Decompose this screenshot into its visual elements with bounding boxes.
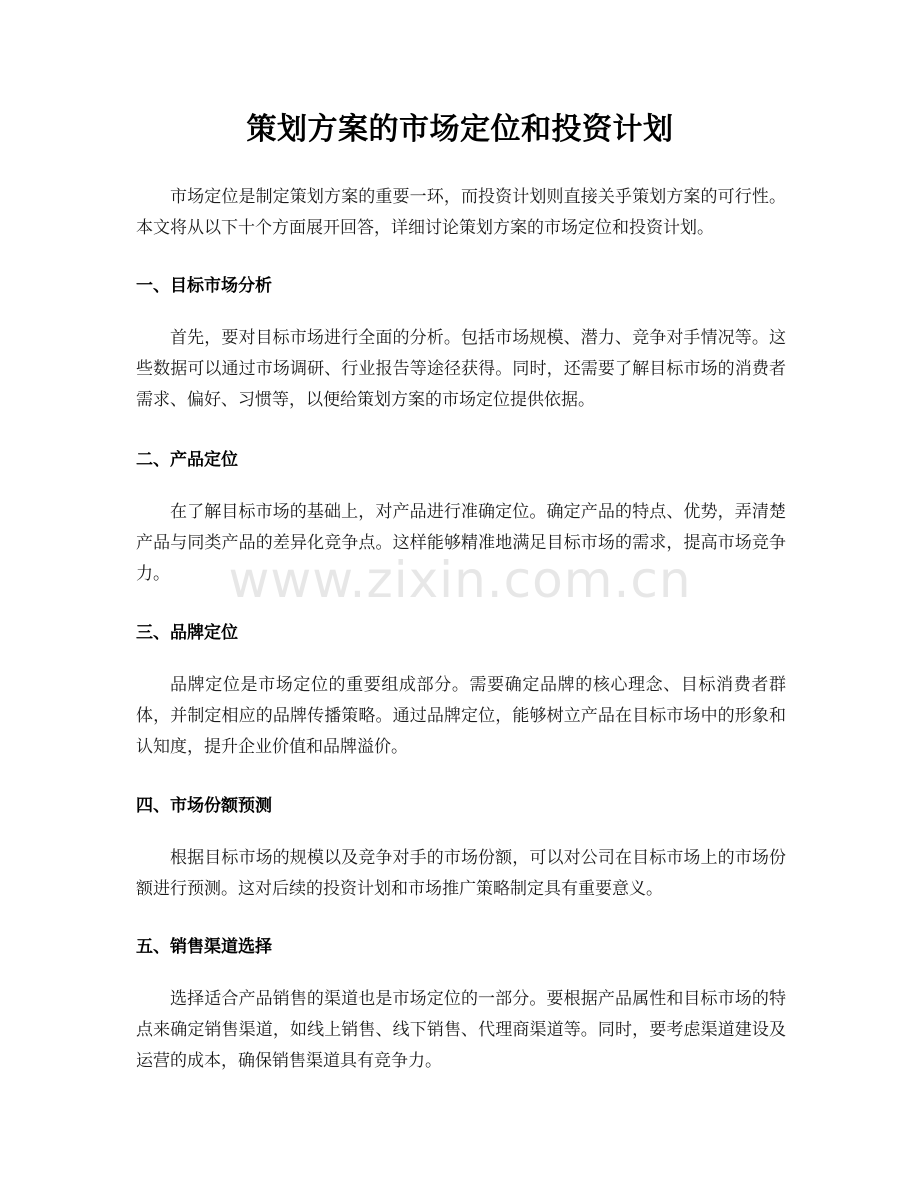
section-heading-5: 五、销售渠道选择 bbox=[136, 937, 272, 957]
section-body-4: 根据目标市场的规模以及竞争对手的市场份额，可以对公司在目标市场上的市场份额进行预测。这对后续的投资计划和市场推广策略制定具有重要意义。 bbox=[136, 848, 786, 899]
section-body-5: 选择适合产品销售的渠道也是市场定位的一部分。要根据产品属性和目标市场的特点来确定销售渠道，如线上销售、线下销售、代理商渠道等。同时，要考虑渠道建设及运营的成本，确保销售渠道具有竞争力。 bbox=[136, 989, 786, 1071]
intro-paragraph: 市场定位是制定策划方案的重要一环，而投资计划则直接关乎策划方案的可行性。本文将从以下十个方面展开回答，详细讨论策划方案的市场定位和投资计划。 bbox=[136, 187, 786, 238]
section-heading-1: 一、目标市场分析 bbox=[136, 276, 272, 296]
section-heading-4: 四、市场份额预测 bbox=[136, 796, 272, 816]
section-body-3: 品牌定位是市场定位的重要组成部分。需要确定品牌的核心理念、目标消费者群体，并制定相应的品牌传播策略。通过品牌定位，能够树立产品在目标市场中的形象和认知度，提升企业价值和品牌溢价。 bbox=[136, 675, 786, 757]
section-body-1: 首先，要对目标市场进行全面的分析。包括市场规模、潜力、竞争对手情况等。这些数据可以通过市场调研、行业报告等途径获得。同时，还需要了解目标市场的消费者需求、偏好、习惯等，以便给策划方案的市场定位提供依据。 bbox=[136, 328, 786, 410]
section-heading-2: 二、产品定位 bbox=[136, 450, 238, 470]
section-body-2: 在了解目标市场的基础上，对产品进行准确定位。确定产品的特点、优势，弄清楚产品与同类产品的差异化竞争点。这样能够精准地满足目标市场的需求，提高市场竞争力。 bbox=[136, 502, 786, 584]
watermark: www.zixin.com.cn bbox=[228, 551, 692, 609]
page-title: 策划方案的市场定位和投资计划 bbox=[246, 112, 674, 147]
section-heading-3: 三、品牌定位 bbox=[136, 623, 238, 643]
